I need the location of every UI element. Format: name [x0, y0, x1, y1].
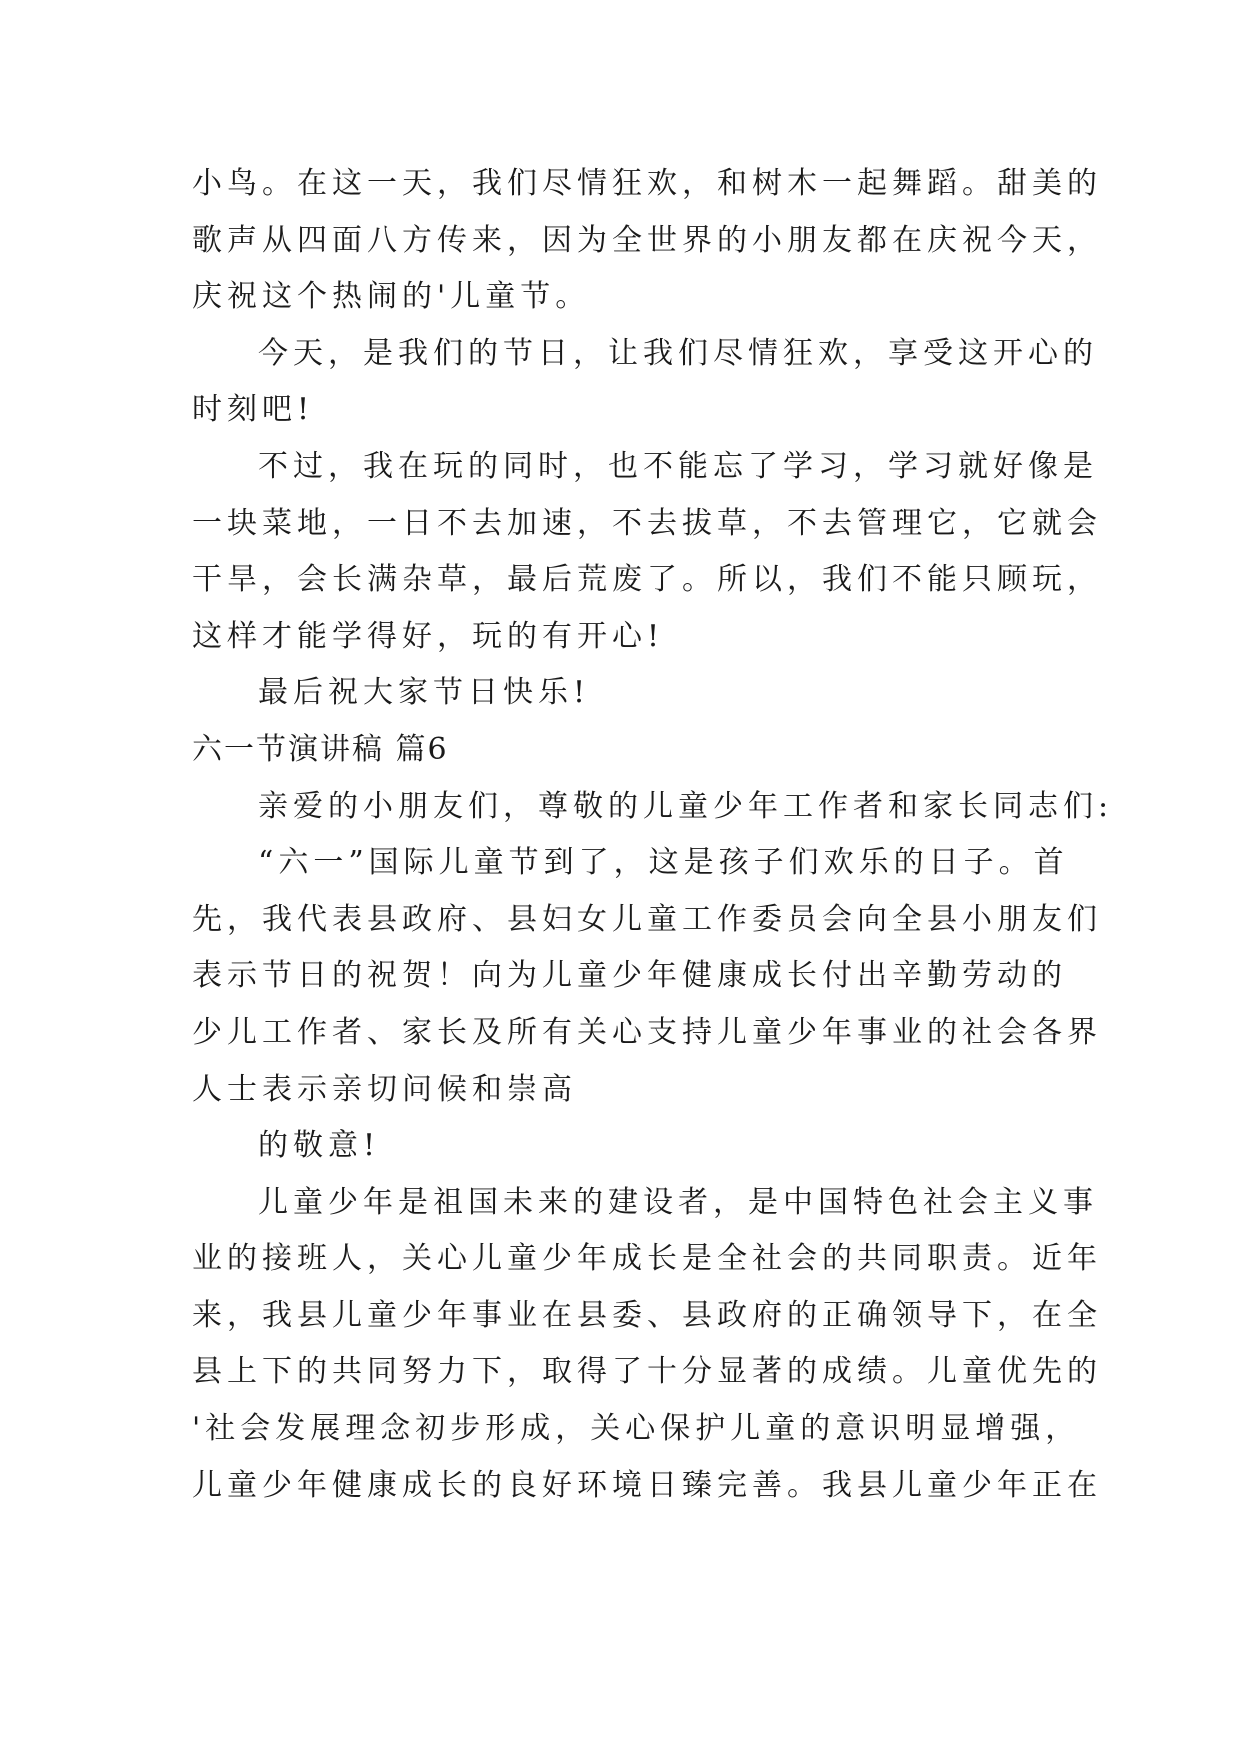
text-line: 少儿工作者、家长及所有关心支持儿童少年事业的社会各界: [192, 1014, 1102, 1050]
text-line: 这样才能学得好，玩的有开心!: [192, 618, 665, 654]
text-line: 表示节日的祝贺！向为儿童少年健康成长付出辛勤劳动的: [192, 958, 1067, 994]
text-line: 儿童少年健康成长的良好环境日臻完善。我县儿童少年正在: [192, 1467, 1102, 1503]
paragraph-first-line: 儿童少年是祖国未来的建设者，是中国特色社会主义事: [258, 1184, 1098, 1220]
text-line: 来，我县儿童少年事业在县委、县政府的正确领导下，在全: [192, 1297, 1102, 1333]
text-line: 县上下的共同努力下，取得了十分显著的成绩。儿童优先的: [192, 1354, 1102, 1390]
text-line: 时刻吧!: [192, 392, 315, 428]
text-line: 歌声从四面八方传来，因为全世界的小朋友都在庆祝今天，: [192, 222, 1102, 258]
salutation-line: 亲爱的小朋友们，尊敬的儿童少年工作者和家长同志们:: [258, 788, 1114, 824]
text-line: 干旱，会长满杂草，最后荒废了。所以，我们不能只顾玩，: [192, 562, 1102, 598]
text-line: '社会发展理念初步形成，关心保护儿童的意识明显增强，: [192, 1411, 1081, 1447]
paragraph-first-line: 今天，是我们的节日，让我们尽情狂欢，享受这开心的: [258, 335, 1098, 371]
text-line: 人士表示亲切问候和崇高: [192, 1071, 577, 1107]
text-line: 一块菜地，一日不去加速，不去拔草，不去管理它，它就会: [192, 505, 1102, 541]
paragraph-first-line: “六一”国际儿童节到了，这是孩子们欢乐的日子。首: [258, 845, 1069, 881]
paragraph-first-line: 最后祝大家节日快乐!: [258, 675, 591, 711]
text-line: 业的接班人，关心儿童少年成长是全社会的共同职责。近年: [192, 1241, 1102, 1277]
document-body: [192, 156, 1114, 1514]
paragraph-first-line: 的敬意!: [258, 1128, 381, 1164]
text-line: 庆祝这个热闹的'儿童节。: [192, 279, 591, 315]
text-line: 小鸟。在这一天，我们尽情狂欢，和树木一起舞蹈。甜美的: [192, 166, 1102, 201]
section-heading: 六一节演讲稿 篇6: [192, 731, 449, 767]
text-line: 先，我代表县政府、县妇女儿童工作委员会向全县小朋友们: [192, 901, 1102, 937]
paragraph-first-line: 不过，我在玩的同时，也不能忘了学习，学习就好像是: [258, 448, 1098, 484]
